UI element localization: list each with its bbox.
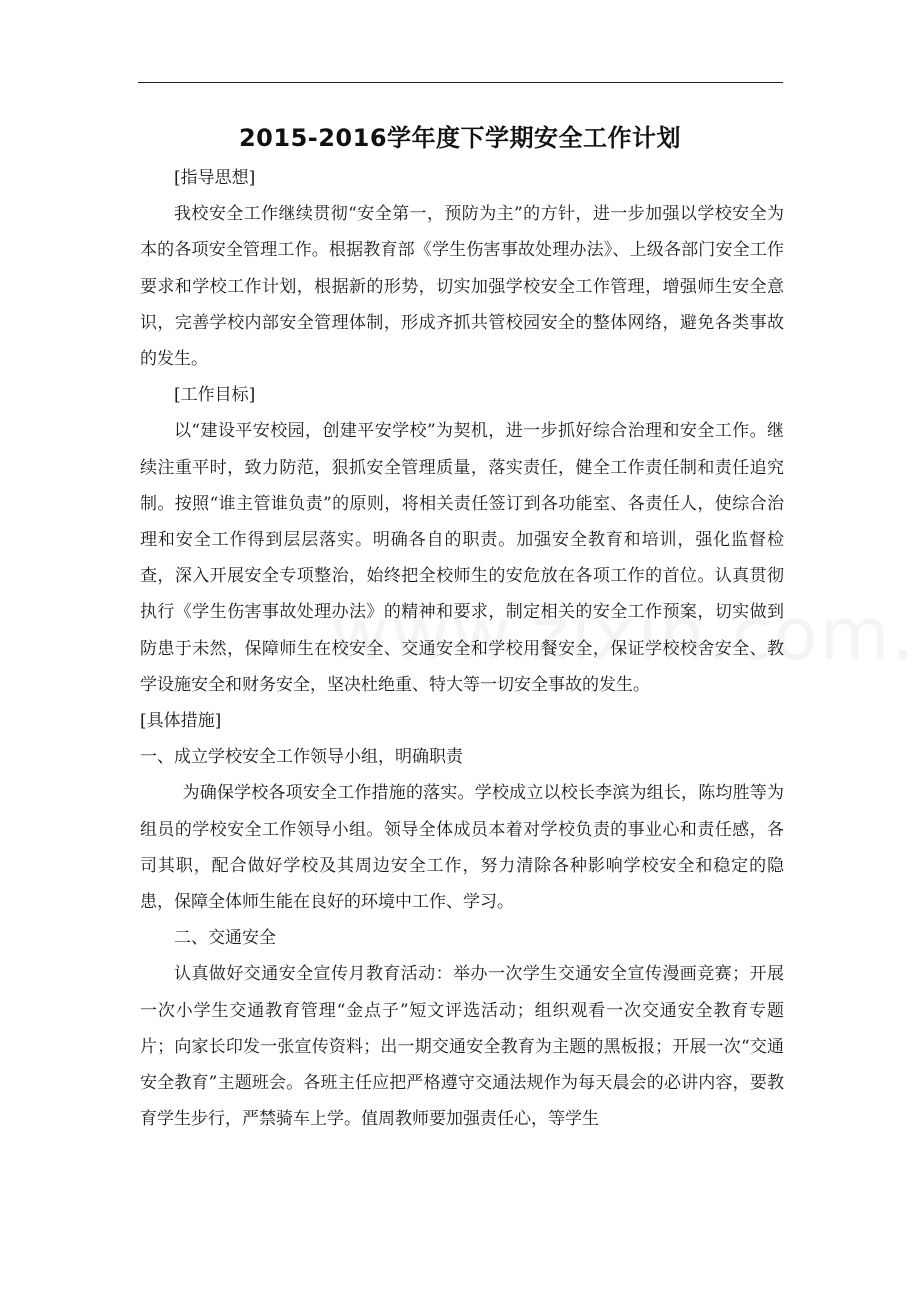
document-title: 2015-2016学年度下学期安全工作计划: [238, 124, 682, 152]
document-body: [140, 160, 784, 1137]
section-heading-specific-measures: [具体措施]: [140, 711, 222, 732]
subheading-leadership-group: 一、成立学校安全工作领导小组，明确职责: [140, 747, 463, 768]
header-rule: [138, 82, 783, 83]
subheading-traffic-safety: 二、交通安全: [174, 928, 276, 949]
paragraph-guiding-ideology: 我校安全工作继续贯彻“安全第一，预防为主”的方针，进一步加强以学校安全为本的各项安全管理工作。根据教育部《学生伤害事故处理办法》、上级各部门安全工作要求和学校工作计划，根据新的形势，切实加强学校安全工作管理，增强师生安全意识，完善学校内部安全管理体制，形成齐抓共管校园安全的整体网络，避免各类事故的发生。: [140, 204, 784, 370]
section-heading-guiding-ideology: [指导思想]: [174, 168, 256, 188]
section-heading-work-goals: [工作目标]: [174, 385, 256, 406]
paragraph-leadership-group: 为确保学校各项安全工作措施的落实。学校成立以校长李滨为组长，陈均胜等为组员的学校安全工作领导小组。领导全体成员本着对学校负责的事业心和责任感，各司其职，配合做好学校及其周边安全工作，努力清除各种影响学校安全和稳定的隐患，保障全体师生能在良好的环境中工作、学习。: [140, 783, 784, 913]
paragraph-work-goals: 以“建设平安校园，创建平安学校”为契机，进一步抓好综合治理和安全工作。继续注重平时，致力防范，狠抓安全管理质量，落实责任，健全工作责任制和责任追究制。按照“谁主管谁负责”的原则，将相关责任签订到各功能室、各责任人，使综合治理和安全工作得到层层落实。明确各自的职责。加强安全教育和培训，强化监督检查，深入开展安全专项整治，始终把全校师生的安危放在各项工作的首位。认真贯彻执行《学生伤害事故处理办法》的精神和要求，制定相关的安全工作预案，切实做到防患于未然，保障师生在校安全、交通安全和学校用餐安全，保证学校校舍安全、教学设施安全和财务安全，坚决杜绝重、特大等一切安全事故的发生。: [140, 421, 784, 695]
paragraph-traffic-safety: 认真做好交通安全宣传月教育活动：举办一次学生交通安全宣传漫画竞赛；开展一次小学生交通教育管理“金点子”短文评选活动；组织观看一次交通安全教育专题片；向家长印发一张宣传资料；出一期交通安全教育为主题的黑板报；开展一次“交通安全教育”主题班会。各班主任应把严格遵守交通法规作为每天晨会的必讲内容，要教育学生步行，严禁骑车上学。值周教师要加强责任心，等学生: [140, 964, 784, 1130]
